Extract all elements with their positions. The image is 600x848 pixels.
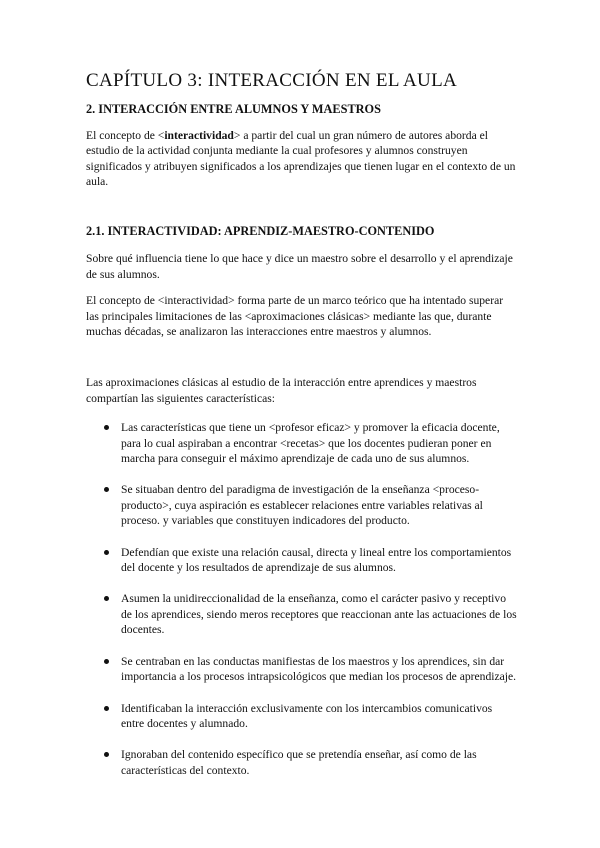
chapter-title: CAPÍTULO 3: INTERACCIÓN EN EL AULA [86, 70, 457, 91]
bullet-icon [104, 596, 109, 601]
list-item [86, 591, 518, 637]
list-item [86, 482, 518, 528]
bullet-icon [104, 487, 109, 492]
section-2-1-paragraph-1: Sobre qué influencia tiene lo que hace y dice un maestro sobre el desarrollo y el aprendizaje de sus alumnos. [86, 252, 513, 281]
list-item-text: Asumen la unidireccionalidad de la enseñanza, como el carácter pasivo y receptivo de los aprendices, siendo meros receptores que reaccionan ante las actuaciones de los docentes. [121, 592, 517, 637]
document-content [86, 70, 518, 794]
section-2-heading: 2. INTERACCIÓN ENTRE ALUMNOS Y MAESTROS [86, 101, 381, 116]
list-item [86, 420, 518, 466]
list-item [86, 545, 518, 576]
section-2-1-paragraph-2: El concepto de <interactividad> forma parte de un marco teórico que ha intentado superar las principales limitaciones de las <aproximaciones clásicas> mediante las que, durante muchas décadas, se analizaron las interacciones entre maestros y alumnos. [86, 294, 504, 339]
section-2-1-paragraph-3: Las aproximaciones clásicas al estudio de la interacción entre aprendices y maestros compartían las siguientes características: [86, 376, 477, 405]
list-item-text: Las características que tiene un <profesor eficaz> y promover la eficacia docente, para lo cual aspiraban a encontrar <recetas> que los docentes pudieran poner en marcha para conseguir el máximo aprendizaje de cada uno de sus alumnos. [121, 421, 500, 466]
list-item-text: Se centraban en las conductas manifiestas de los maestros y los aprendices, sin dar importancia a los procesos intrapsicológicos que median los procesos de aprendizaje. [121, 654, 517, 684]
list-item [86, 701, 518, 732]
bullet-icon [104, 425, 109, 430]
interactividad-term: interactividad [164, 128, 234, 142]
list-item [86, 747, 518, 778]
bullet-icon [104, 706, 109, 711]
section-2-paragraph [86, 128, 518, 190]
list-item-text: Se situaban dentro del paradigma de investigación de la enseñanza <proceso-producto>, cuya aspiración es establecer relaciones entre variables relativas al proceso. y variables que constituyen indicadores del producto. [121, 483, 483, 528]
characteristics-list [86, 420, 518, 778]
section-2-1-heading: 2.1. INTERACTIVIDAD: APRENDIZ-MAESTRO-CONTENIDO [86, 224, 435, 239]
list-item-text: Defendían que existe una relación causal, directa y lineal entre los comportamientos del docente y los resultados de aprendizaje de sus alumnos. [121, 545, 512, 575]
section-2-paragraph-rest: > a partir del cual un gran número de autores aborda el estudio de la actividad conjunta mediante la cual profesores y alumnos construyen significados y atribuyen significados a los aprendizajes que tienen lugar en el contexto de un aula. [86, 128, 516, 188]
bullet-icon [104, 659, 109, 664]
bullet-icon [104, 550, 109, 555]
section-2-paragraph-start: El concepto de < [86, 128, 165, 142]
list-item-text: Identificaban la interacción exclusivamente con los intercambios comunicativos entre docentes y alumnado. [121, 701, 493, 730]
list-item-text: Ignoraban del contenido específico que se pretendía enseñar, así como de las características del contexto. [121, 748, 477, 777]
bullet-icon [104, 752, 109, 757]
list-item [86, 654, 518, 685]
